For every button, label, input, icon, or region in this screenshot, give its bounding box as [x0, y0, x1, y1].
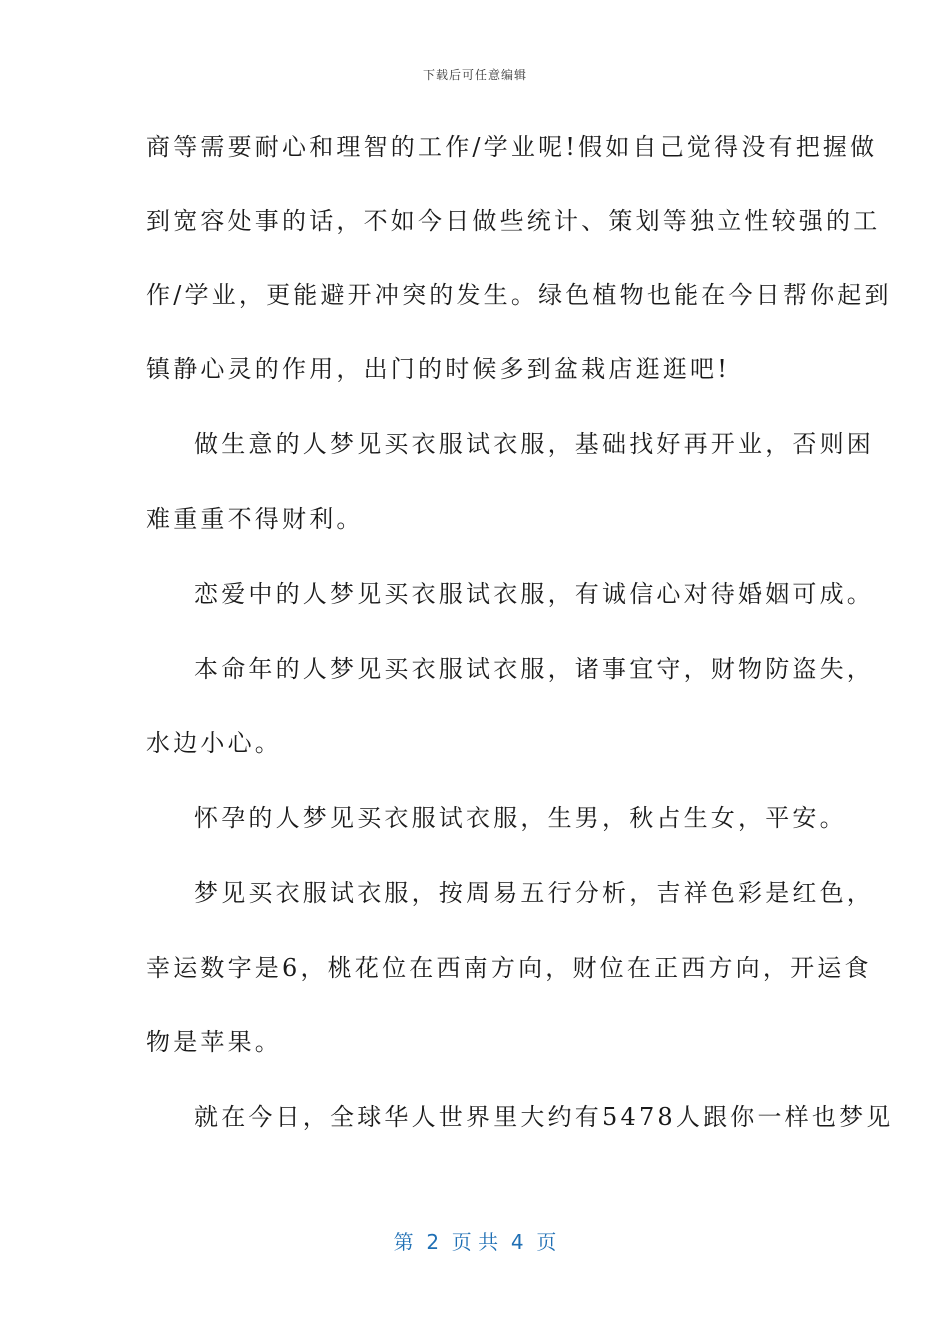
paragraph-start: 就在今日，全球华人世界里大约有5478人跟你一样也梦见 — [194, 1103, 894, 1131]
paragraph-start: 恋爱中的人梦见买衣服试衣服，有诚信心对待婚姻可成。 — [194, 580, 874, 608]
header-note: 下载后可任意编辑 — [422, 68, 527, 82]
paragraph-start: 梦见买衣服试衣服，按周易五行分析，吉祥色彩是红色， — [194, 879, 874, 907]
paragraph-start: 怀孕的人梦见买衣服试衣服，生男，秋占生女，平安。 — [194, 804, 847, 832]
paragraph-start: 做生意的人梦见买衣服试衣服，基础找好再开业，否则困 — [194, 430, 874, 458]
body-line: 物是苹果。 — [146, 1028, 282, 1056]
body-line: 到宽容处事的话，不如今日做些统计、策划等独立性较强的工 — [146, 207, 881, 235]
body-line: 作/学业，更能避开冲突的发生。绿色植物也能在今日帮你起到 — [146, 281, 892, 309]
paragraph-start: 本命年的人梦见买衣服试衣服，诸事宜守，财物防盗失， — [194, 655, 874, 683]
body-line: 幸运数字是6，桃花位在西南方向，财位在正西方向，开运食 — [146, 954, 872, 982]
body-line: 商等需要耐心和理智的工作/学业呢!假如自己觉得没有把握做 — [146, 133, 878, 161]
page-number: 第 2 页 共 4 页 — [393, 1230, 557, 1254]
body-line: 难重重不得财利。 — [146, 505, 364, 533]
body-line: 镇静心灵的作用，出门的时候多到盆栽店逛逛吧! — [146, 355, 731, 383]
body-line: 水边小心。 — [146, 729, 282, 757]
